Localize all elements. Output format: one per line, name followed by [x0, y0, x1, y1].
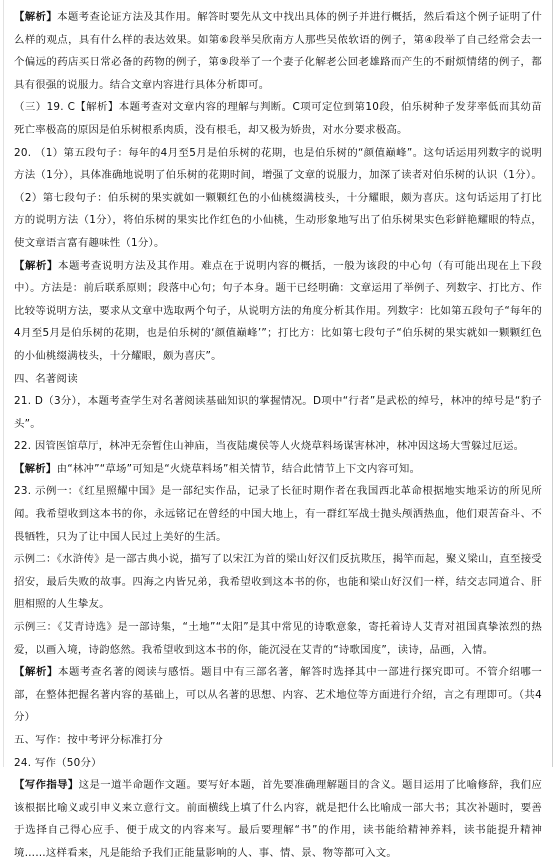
- paragraph-text: 五、写作：按中考评分标准打分: [14, 734, 163, 746]
- paragraph: [14, 6, 542, 96]
- paragraph: [14, 548, 542, 616]
- paragraph: [14, 752, 542, 775]
- paragraph-text: 由“林冲”“草场”可知是“火烧草料场”相关情节，结合此情节上下文内容可知。: [56, 462, 421, 475]
- paragraph-text: 本题考查说明方法及其作用。难点在于说明内容的概括，一般为该段的中心句（有可能出现在上下段中）。方法是：前后联系原则；段落中心句；句子本身。题干已经明确：文章运用了举例子、列数字、打比方、作比较等说明方法，要求从文章中选取两个句子，从说明方法的角度分析其作用。列数字：比如第五段句子“每年的4月至5月是伯乐树的花期，也是伯乐树的‘颜值巅峰’”；打比方：比如第七段句子“伯乐树的果实就如一颗颗红色的小仙桃缀满枝头，十分耀眼，颇为喜庆”。: [14, 259, 542, 362]
- paragraph-text: 21. D（3分），本题考查学生对名著阅读基础知识的掌握情况。D项中“行者”是武松的绰号，林冲的绰号是“豹子头”。: [14, 395, 542, 430]
- paragraph-text: 24. 写作（50分）: [14, 756, 102, 769]
- paragraph-text: 本题考查名著的阅读与感悟。题目中有三部名著，解答时选择其中一部进行探究即可。不管介绍哪一部，在整体把握名著内容的基础上，可以从名著的思想、内容、艺术地位等方面进行介绍，言之有理即可。（共4分）: [14, 666, 542, 724]
- page-right-edge: [552, 0, 553, 767]
- paragraph-text: 示例三：《艾青诗选》是一部诗集，“土地”“太阳”是其中常见的诗歌意象，寄托着诗人艾青对祖国真挚浓烈的热爱，以画入境，诗韵悠然。我希望收到这本书的你，能沉浸在艾青的“诗歌国度”，读诗，品画，入情。: [14, 621, 542, 656]
- paragraph: [14, 661, 542, 729]
- paragraph-heading: 【解析】: [14, 11, 58, 23]
- paragraph: [14, 255, 542, 368]
- paragraph: [14, 458, 542, 481]
- paragraph: [14, 480, 542, 548]
- paragraph-text: 示例二：《水浒传》是一部古典小说，描写了以宋江为首的梁山好汉们反抗欺压，揭竿而起，聚义梁山，直至接受招安，最后失败的故事。四海之内皆兄弟，我希望收到这本书的你，也能和梁山好汉们一样，结交志同道合、肝胆相照的人生挚友。: [14, 553, 542, 611]
- paragraph-text: 20. （1）第五段句子：每年的4月至5月是伯乐树的花期，也是伯乐树的“颜值巅峰”。这句话运用列数字的说明方法（1分），具体准确地说明了伯乐树的花期时间，增强了文章的说服力，加深了读者对伯乐树的认识（1分）。（2）第七段句子：伯乐树的果实就如一颗颗红色的小仙桃缀满枝头，十分耀眼，颇为喜庆。这句话运用了打比方的说明方法（1分），将伯乐树的果实比作红色的小仙桃，生动形象地写出了伯乐树果实色彩鲜艳耀眼的特点，使文章语言富有趣味性（1分）。: [14, 146, 542, 249]
- paragraph-heading: 【写作指导】: [14, 779, 79, 792]
- paragraph-text: 22. 因管医馆草厅，林冲无奈暂住山神庙，当夜陆虞侯等人火烧草料场谋害林冲，林冲因这场大雪躲过厄运。: [14, 440, 525, 453]
- paragraph-text: 四、名著阅读: [14, 372, 78, 385]
- paragraph: [14, 96, 542, 141]
- paragraph: [14, 368, 542, 391]
- paragraph-text: （三）19. C【解析】本题考查对文章内容的理解与判断。C项可定位到第10段，伯乐树种子发芽率低而其幼苗死亡率极高的原因是伯乐树根系肉质，没有根毛，却又极为娇贵，对水分要求极高。: [14, 101, 542, 136]
- document-body: [14, 6, 542, 865]
- paragraph: [14, 616, 542, 661]
- paragraph: [14, 435, 542, 458]
- paragraph: [14, 142, 542, 255]
- paragraph-text: 这是一道半命题作文题。要写好本题，首先要准确理解题目的含义。题目运用了比喻修辞，我们应该根据比喻义或引申义来立意行文。前面横线上填了什么内容，就是把什么比喻成一部大书；其次补题时，要善于选择自己得心应手、便于成文的内容来写。最后要理解“书”的作用，读书能给精神养料，读书能提升精神境……这样看来，凡是能给予我们正能量影响的人、事、情、景、物等都可入文。: [14, 779, 542, 859]
- paragraph-text: 23. 示例一：《红星照耀中国》是一部纪实作品，记录了长征时期作者在我国西北革命根据地实地采访的所见所闻。我希望收到这本书的你，永远铭记在曾经的中国大地上，有一群红军战士抛头颅洒热血，他们艰苦奋斗、不畏牺牲，只为了让中国人民过上美好的生活。: [14, 485, 542, 543]
- paragraph: [14, 774, 542, 864]
- paragraph: [14, 729, 542, 752]
- paragraph-heading: 【解析】: [14, 462, 57, 475]
- paragraph-text: 本题考查论证方法及其作用。解答时要先从文中找出具体的例子并进行概括，然后看这个例子证明了什么样的观点，具有什么样的表达效果。如第⑥段举吴欣南方人那些吴侬软语的例子，第④段举了自己经常会去一个偏远的药店买日常必备的药物的例子，第⑨段举了一个妻子化解老公回老雄路而产生的不耐烦情绪的例子，都具有很强的说服力。结合文章内容进行具体分析即可。: [14, 11, 543, 91]
- page-left-edge: [3, 0, 4, 767]
- paragraph: [14, 390, 542, 435]
- paragraph-heading: 【解析】: [14, 259, 59, 272]
- paragraph-heading: 【解析】: [14, 666, 59, 679]
